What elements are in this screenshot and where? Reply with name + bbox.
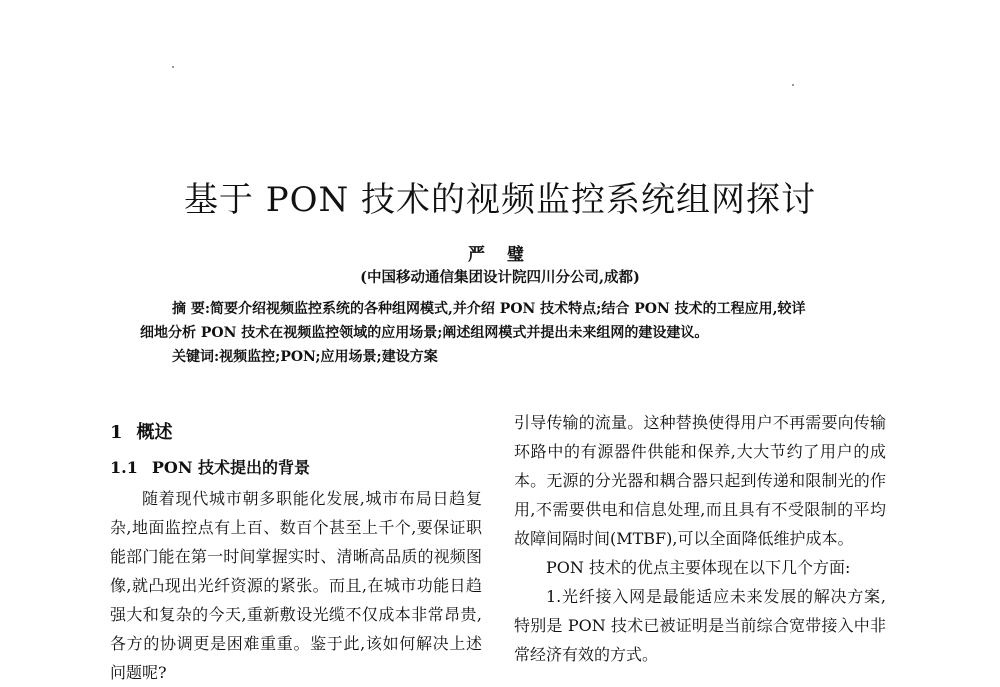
keywords-block: [172, 345, 872, 369]
abstract-text-1: 简要介绍视频监控系统的各种组网模式,并介绍 PON 技术特点;结合 PON 技术的工程应用,较详: [210, 301, 806, 317]
keywords-text: 视频监控;PON;应用场景;建设方案: [219, 349, 438, 365]
abstract-block: [140, 297, 876, 345]
abstract-line-1: [140, 297, 876, 321]
body-paragraph: 1.光纤接入网是最能适应未来发展的解决方案,特别是 PON 技术已被证明是当前综合宽带接入中非常经济有效的方式。: [514, 587, 886, 664]
scan-speck: [792, 84, 794, 86]
body-paragraph-continued: 引导传输的流量。这种替换使得用户不再需要向传输环路中的有源器件供能和保养,大大节约了用户的成本。无源的分光器和耦合器只起到传递和限制光的作用,不需要供电和信息处理,而且具有不受限制的平均故障间隔时间(MTBF),可以全面降低维护成本。: [514, 413, 886, 548]
scan-speck: [172, 66, 174, 68]
subsection-title: PON 技术提出的背景: [151, 458, 311, 477]
section-title: 概述: [136, 422, 173, 443]
paper-title: 基于 PON 技术的视频监控系统组网探讨: [183, 180, 817, 220]
author-affiliation: (中国移动通信集团设计院四川分公司,成都): [360, 269, 640, 286]
left-column: [110, 408, 482, 687]
section-number: 1: [110, 422, 123, 443]
author-name: 严 璧: [468, 245, 532, 265]
subsection-heading-1-1: [110, 452, 482, 484]
abstract-text-2: 细地分析 PON 技术在视频监控领域的应用场景;阐述组网模式并提出未来组网的建设建议。: [140, 325, 709, 341]
subsection-number: 1.1: [110, 458, 138, 477]
abstract-label: 摘 要:: [172, 301, 211, 317]
keywords-label: 关键词:: [172, 349, 220, 365]
section-heading-1: [110, 408, 482, 452]
body-paragraph: 随着现代城市朝多职能化发展,城市布局日趋复杂,地面监控点有上百、数百个甚至上千个,要保证职能部门能在第一时间掌握实时、清晰高品质的视频图像,就凸现出光纤资源的紧张。而且,在城市功能日趋强大和复杂的今天,重新敷设光缆不仅成本非常昂贵,各方的协调更是困难重重。鉴于此,该如何解决上述问题呢?: [110, 489, 482, 682]
body-paragraph: PON 技术的优点主要体现在以下几个方面:: [546, 558, 851, 577]
right-column: [514, 408, 886, 669]
